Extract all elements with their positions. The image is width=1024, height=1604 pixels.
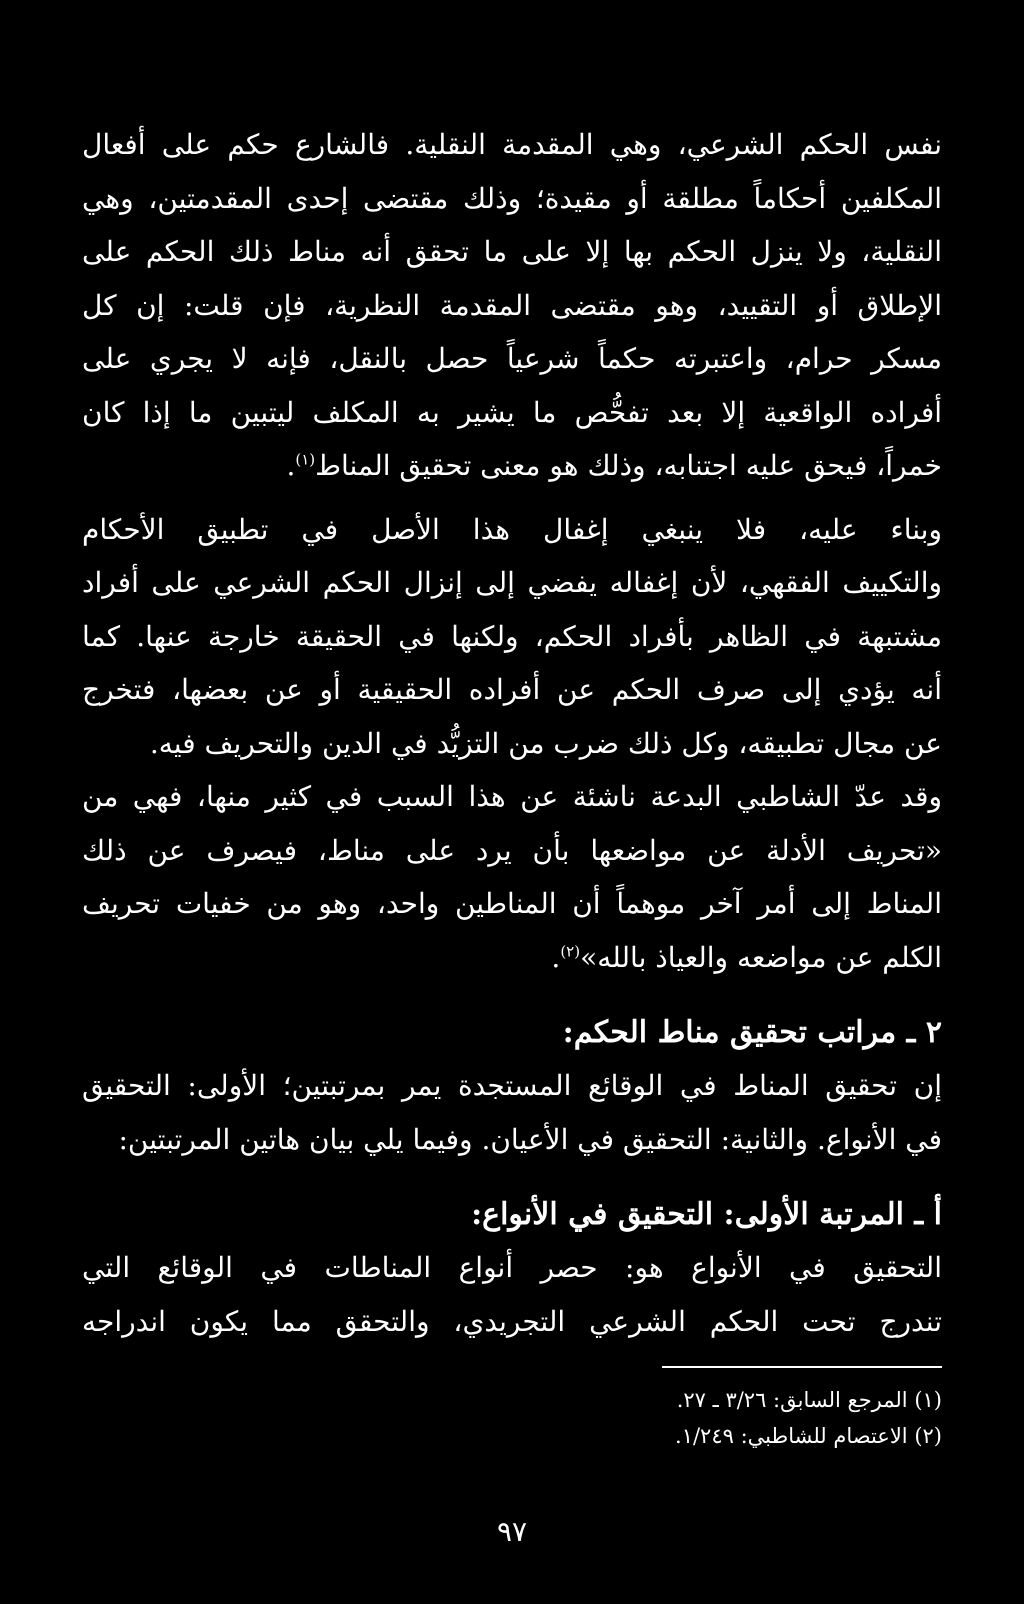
text-line: النقلية، ولا ينزل الحكم بها إلا على ما تحقق أنه مناط ذلك الحكم على bbox=[82, 235, 942, 268]
section-2-paragraph bbox=[82, 1059, 942, 1166]
section-heading: ٢ ـ مراتب تحقيق مناط الحكم: bbox=[562, 1015, 942, 1050]
paragraph-1 bbox=[82, 118, 942, 493]
sentence-end: . bbox=[551, 940, 561, 974]
text-line: مسكر حرام، واعتبرته حكماً شرعياً حصل بالنقل، فإنه لا يجري على bbox=[82, 342, 942, 375]
text-line: مشتبهة في الظاهر بأفراد الحكم، ولكنها في الحقيقة خارجة عنها. كما bbox=[82, 619, 942, 653]
text-line: نفس الحكم الشرعي، وهي المقدمة النقلية. فالشارع حكم على أفعال bbox=[82, 128, 942, 161]
footnote-ref-1: (١) bbox=[295, 450, 316, 469]
sentence-end: . bbox=[286, 449, 296, 482]
text-line: وقد عدّ الشاطبي البدعة ناشئة عن هذا السبب في كثير منها، فهي من bbox=[82, 780, 942, 813]
text-line bbox=[82, 931, 942, 985]
text-line: والتكييف الفقهي، لأن إغفاله يفضي إلى إنزال الحكم الشرعي على أفراد bbox=[82, 566, 942, 599]
footnotes bbox=[82, 1382, 942, 1454]
subsection-heading: أ ـ المرتبة الأولى: التحقيق في الأنواع: bbox=[471, 1197, 942, 1232]
page-body bbox=[82, 118, 942, 1454]
text-line: عن مجال تطبيقه، وكل ذلك ضرب من التزيُّد في الدين والتحريف فيه. bbox=[149, 726, 942, 760]
text-line: المناط إلى أمر آخر موهماً أن المناطين واحد، وهو من خفيات تحريف bbox=[82, 887, 942, 920]
text-line-content: خمراً، فيحق عليه اجتنابه، وذلك هو معنى تحقيق المناط bbox=[315, 449, 942, 482]
text-line: «تحريف الأدلة عن مواضعها بأن يرد على مناط، فيصرف عن ذلك bbox=[82, 833, 942, 867]
text-line: المكلفين أحكاماً مطلقة أو مقيدة؛ وذلك مقتضى إحدى المقدمتين، وهي bbox=[82, 181, 942, 215]
footnote-divider bbox=[662, 1366, 942, 1368]
text-line: تندرج تحت الحكم الشرعي التجريدي، والتحقق مما يكون اندراجه bbox=[82, 1304, 942, 1338]
paragraph-2 bbox=[82, 503, 942, 771]
text-line: أفراده الواقعية إلا بعد تفحُّص ما يشير به المكلف ليتبين ما إذا كان bbox=[82, 395, 942, 429]
text-line: أنه يؤدي إلى صرف الحكم عن أفراده الحقيقية أو عن بعضها، فتخرج bbox=[82, 673, 942, 706]
spacer bbox=[82, 493, 942, 503]
text-line: التحقيق في الأنواع هو: حصر أنواع المناطات في الوقائع التي bbox=[82, 1251, 942, 1284]
page-number: ٩٧ bbox=[496, 1515, 528, 1548]
text-line: الإطلاق أو التقييد، وهو مقتضى المقدمة النظرية، فإن قلت: إن كل bbox=[82, 288, 942, 322]
text-line: في الأنواع. والثانية: التحقيق في الأعيان. وفيما يلي بيان هاتين المرتبتين: bbox=[118, 1122, 942, 1156]
spacer bbox=[82, 1166, 942, 1188]
subsection-a-paragraph bbox=[82, 1241, 942, 1348]
spacer bbox=[82, 984, 942, 1006]
footnote-ref-2: (٢) bbox=[560, 942, 581, 961]
text-line: وبناء عليه، فلا ينبغي إغفال هذا الأصل في تطبيق الأحكام bbox=[82, 512, 942, 546]
text-line: إن تحقيق المناط في الوقائع المستجدة يمر بمرتبتين؛ الأولى: التحقيق bbox=[82, 1069, 942, 1102]
footnote-2: (٢) الاعتصام للشاطبي: ١/٢٤٩. bbox=[675, 1424, 942, 1448]
footnote-1: (١) المرجع السابق: ٣/٢٦ ـ ٢٧. bbox=[676, 1388, 942, 1412]
paragraph-3 bbox=[82, 770, 942, 984]
text-line bbox=[82, 439, 942, 493]
text-line-content: الكلم عن مواضعه والعياذ بالله» bbox=[580, 940, 942, 974]
